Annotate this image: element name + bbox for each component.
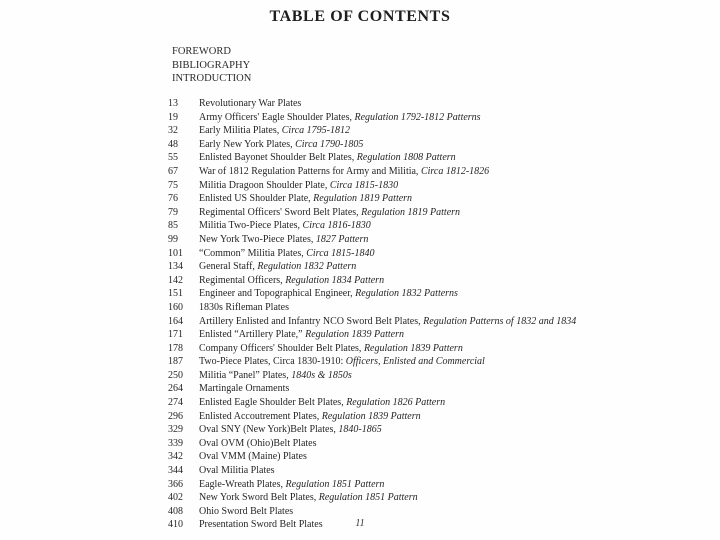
toc-entry-text: Regimental Officers' Sword Belt Plates, [199,206,362,218]
toc-entry [168,437,708,451]
toc-entry-page: 76 [168,193,178,205]
toc-entry [168,396,708,410]
toc-entry-text: 1830s Rifleman Plates [199,301,289,313]
toc-entry-text: Martingale Ornaments [199,383,290,395]
toc-entry-italic: Regulation 1792-1812 Patterns [354,111,481,123]
toc-entry-page: 264 [168,383,183,395]
toc-entry [168,192,708,206]
toc-entry-title [199,301,289,315]
front-matter-bibliography: BIBLIOGRAPHY [172,59,251,71]
toc-entry-italic: Regulation 1808 Pattern [356,152,456,164]
toc-entry-text: Presentation Sword Belt Plates [199,519,323,531]
toc-entry-page: 79 [168,206,178,218]
toc-entry [168,260,708,274]
toc-entry-page: 329 [168,424,183,436]
toc-entry [168,315,708,329]
toc-entry-title [199,151,456,165]
toc-entry-italic: Circa 1795-1812 [281,125,351,137]
toc-entry [168,97,708,111]
toc-entry [168,287,708,301]
toc-entry [168,124,708,138]
toc-entry-title [199,328,404,342]
toc-entry-text: Oval Militia Plates [199,465,275,477]
toc-entry-italic: Regulation 1851 Pattern [318,492,418,504]
toc-entry-title [199,274,384,288]
toc-entry-title [199,410,421,424]
toc-entry-page: 160 [168,301,183,313]
toc-entry-title [199,97,301,111]
toc-entry-title [199,287,458,301]
toc-entry-italic: Circa 1815-1830 [329,179,399,191]
toc-entry-italic: Regulation 1832 Patterns [355,288,458,300]
toc-entry-text: Regimental Officers, [199,274,286,286]
toc-entry-page: 85 [168,220,178,232]
toc-entry-text: Enlisted Accoutrement Plates, [199,410,322,422]
toc-entry-italic: Regulation 1839 Pattern [363,342,463,354]
toc-entry-text: Oval VMM (Maine) Plates [199,451,307,463]
toc-entry-text: General Staff, [199,261,258,273]
toc-entry-italic: Regulation 1819 Pattern [361,206,461,218]
toc-entry-title [199,111,481,125]
toc-entry-page: 19 [168,111,178,123]
toc-entry-page: 32 [168,125,178,137]
toc-entry [168,165,708,179]
toc-entry-text: Company Officers' Shoulder Belt Plates, [199,342,364,354]
toc-entry-italic: Circa 1815-1840 [306,247,375,259]
toc-entry-title [199,382,289,396]
toc-entry-italic: Circa 1812-1826 [420,165,490,177]
toc-entry [168,151,708,165]
toc-entry-italic: Regulation 1839 Pattern [321,410,421,422]
toc-entry-page: 296 [168,410,183,422]
front-matter-introduction: INTRODUCTION [172,73,252,84]
toc-entry-title [199,464,275,478]
page-title: TABLE OF CONTENTS [269,8,451,25]
toc-entry-page: 366 [168,478,183,490]
toc-entry [168,382,708,396]
toc-entry-page: 67 [168,165,178,177]
front-matter-foreword: FOREWORD [172,46,231,57]
toc-entry-title [199,369,352,383]
toc-entry [168,478,708,492]
page-number: 11 [355,518,365,529]
toc-entry-title [199,505,293,519]
toc-entry-italic: 1840s & 1850s [291,369,352,381]
toc-entry-title [199,247,374,261]
toc-entry-italic: Officers, Enlisted and Commercial [345,356,485,368]
toc-entry-title [199,192,412,206]
toc-entry [168,301,708,315]
toc-entry [168,247,708,261]
toc-entry-page: 344 [168,465,183,477]
toc-entry [168,342,708,356]
toc-entry [168,219,708,233]
toc-entry-text: New York Two-Piece Plates, [199,233,316,245]
toc-entry-text: Two-Piece Plates, Circa 1830-1910: [199,356,346,368]
toc-list [168,97,708,532]
toc-entry-text: Militia Two-Piece Plates, [199,220,303,232]
toc-entry-text: Militia “Panel” Plates, [199,369,292,381]
toc-entry-text: New York Sword Belt Plates, [199,492,319,504]
toc-entry-text: Enlisted Eagle Shoulder Belt Plates, [199,397,347,409]
toc-entry-text: Early Militia Plates, [199,125,282,137]
toc-entry-title [199,315,576,329]
front-matter-list [172,45,251,86]
toc-entry-title [199,478,384,492]
toc-entry-title [199,437,317,451]
toc-entry [168,206,708,220]
toc-entry-italic: Regulation 1819 Pattern [313,193,413,205]
toc-entry-text: Army Officers' Eagle Shoulder Plates, [199,111,355,123]
toc-entry-text: Artillery Enlisted and Infantry NCO Sword Belt Plates, [199,315,424,327]
toc-entry-text: Enlisted US Shoulder Plate, [199,193,314,205]
toc-entry [168,450,708,464]
toc-entry [168,328,708,342]
toc-entry-page: 13 [168,98,178,109]
toc-entry-title [199,179,398,193]
toc-entry-page: 402 [168,492,183,504]
toc-entry-title [199,355,485,369]
toc-entry-page: 101 [168,247,183,259]
toc-entry-italic: Regulation Patterns of 1832 and 1834 [423,315,577,327]
toc-entry-page: 342 [168,451,183,463]
toc-entry-page: 274 [168,397,183,409]
toc-entry-text: Enlisted “Artillery Plate,” [199,329,306,341]
toc-entry [168,423,708,437]
toc-entry-italic: Circa 1816-1830 [302,220,371,232]
toc-entry-text: “Common” Militia Plates, [199,247,307,259]
toc-entry [168,233,708,247]
toc-entry-italic: 1827 Pattern [315,233,369,245]
toc-entry-page: 339 [168,437,183,449]
toc-entry-page: 75 [168,179,178,191]
toc-entry-title [199,260,356,274]
toc-entry [168,138,708,152]
toc-entry-text: Oval OVM (Ohio)Belt Plates [199,437,317,449]
toc-entry-text: Militia Dragoon Shoulder Plate, [199,179,330,191]
toc-entry-italic: 1840-1865 [338,424,382,436]
toc-entry-page: 410 [168,519,183,531]
toc-entry [168,464,708,478]
toc-entry-text: Oval SNY (New York)Belt Plates, [199,424,339,436]
toc-entry-page: 250 [168,369,183,381]
toc-entry-title [199,491,418,505]
toc-entry [168,111,708,125]
toc-entry-text: Revolutionary War Plates [199,98,302,109]
toc-entry-page: 55 [168,152,178,164]
toc-entry-page: 178 [168,342,183,354]
toc-entry-page: 408 [168,505,183,517]
toc-entry-title [199,165,489,179]
toc-entry-title [199,423,382,437]
toc-entry-text: Eagle-Wreath Plates, [199,478,286,490]
toc-entry [168,355,708,369]
toc-entry-title [199,396,445,410]
toc-entry-text: Engineer and Topographical Engineer, [199,288,356,300]
toc-entry [168,179,708,193]
toc-entry-italic: Regulation 1832 Pattern [257,261,357,273]
toc-entry [168,274,708,288]
toc-entry-text: War of 1812 Regulation Patterns for Army and Militia, [199,165,421,177]
toc-entry [168,410,708,424]
toc-entry-italic: Regulation 1839 Pattern [305,329,404,341]
toc-entry-title [199,450,307,464]
toc-entry-italic: Regulation 1834 Pattern [285,274,385,286]
toc-entry-page: 99 [168,233,178,245]
toc-entry-page: 134 [168,261,183,273]
toc-entry-text: Early New York Plates, [199,138,296,150]
toc-entry-page: 151 [168,288,183,300]
toc-entry-page: 48 [168,138,178,150]
toc-entry-title [199,219,371,233]
toc-entry-title [199,206,460,220]
toc-entry-page: 164 [168,315,183,327]
toc-entry-page: 171 [168,329,183,341]
toc-entry [168,369,708,383]
toc-entry-italic: Regulation 1826 Pattern [346,397,446,409]
toc-entry-italic: Regulation 1851 Pattern [285,478,385,490]
toc-entry-title [199,124,350,138]
toc-entry-page: 187 [168,356,183,368]
toc-entry-italic: Circa 1790-1805 [295,138,364,150]
toc-entry-text: Ohio Sword Belt Plates [199,505,294,517]
toc-entry-title [199,138,363,152]
toc-entry [168,491,708,505]
toc-entry [168,505,708,519]
toc-entry-title [199,233,368,247]
toc-entry-text: Enlisted Bayonet Shoulder Belt Plates, [199,152,357,164]
toc-entry-title [199,342,463,356]
toc-entry-page: 142 [168,274,183,286]
